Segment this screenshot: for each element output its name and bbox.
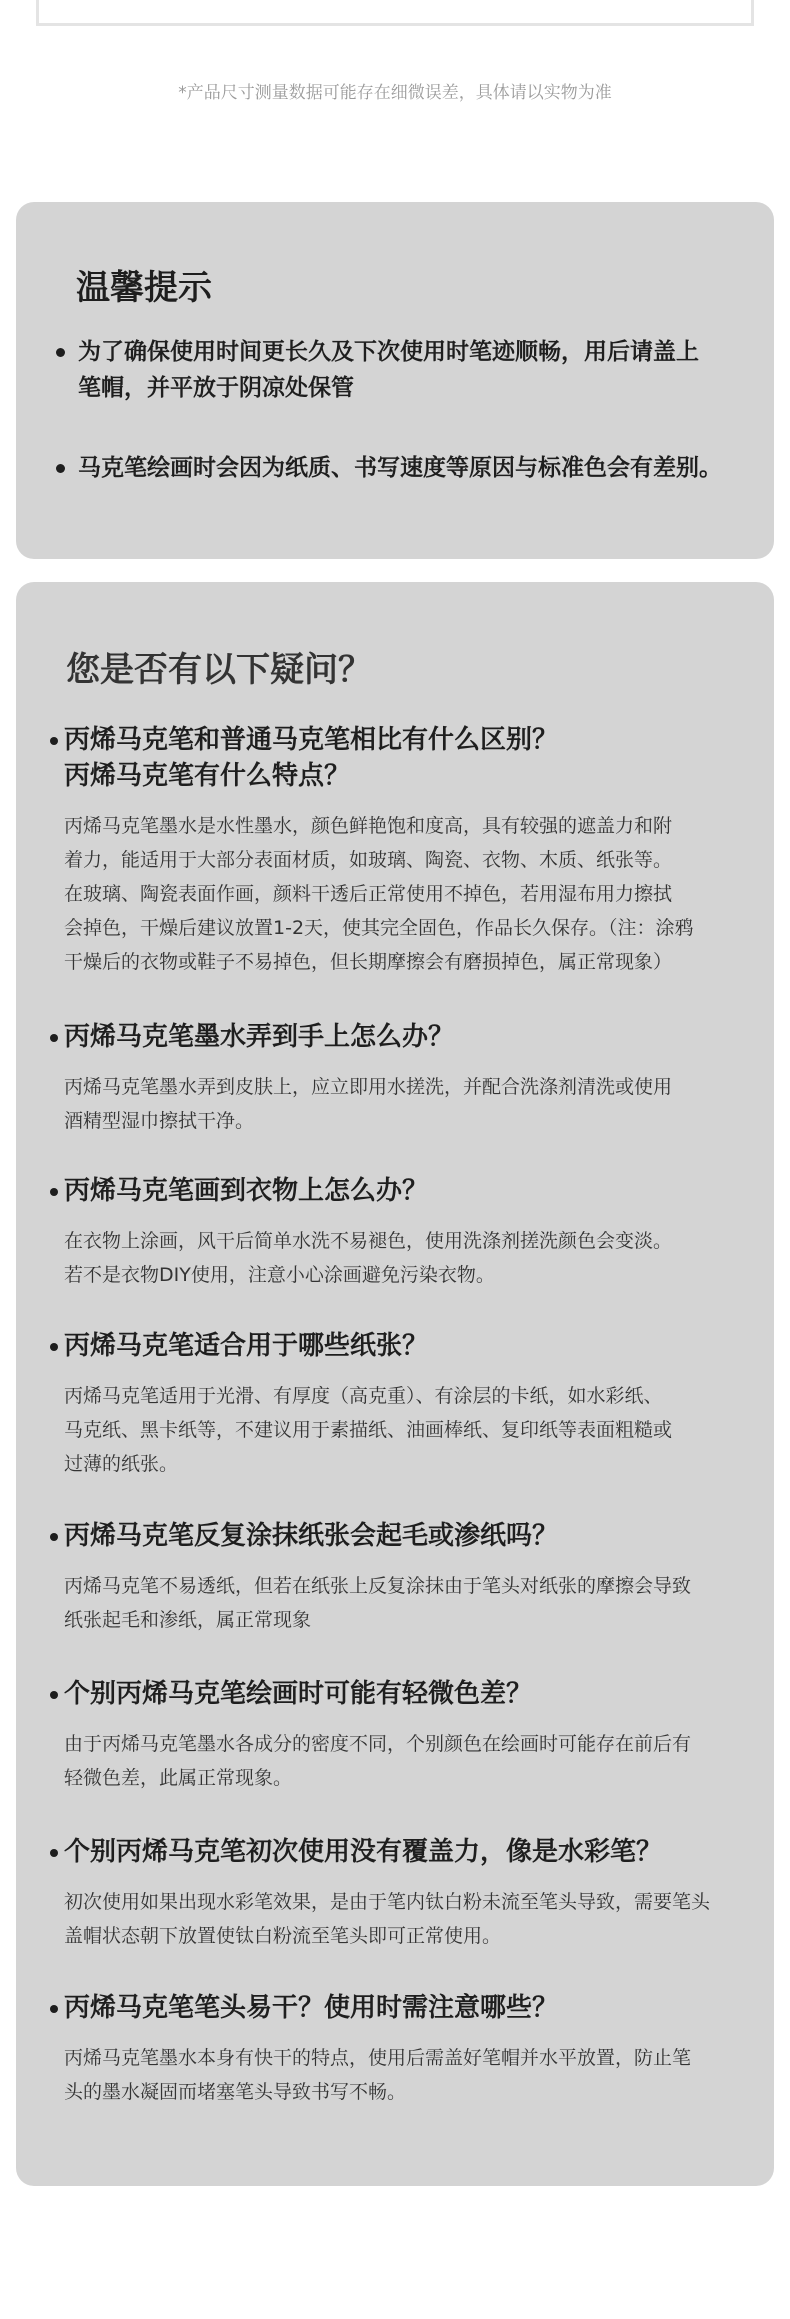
faq-answer <box>64 1070 754 1138</box>
answer-line: 头的墨水凝固而堵塞笔头导致书写不畅。 <box>64 2081 407 2103</box>
answer-line: 过薄的纸张。 <box>64 1453 179 1475</box>
tip-line: 笔帽，并平放于阴凉处保管 <box>78 375 354 401</box>
faq-question <box>64 1990 744 2026</box>
faq-answer <box>64 2041 754 2109</box>
answer-line: 纸张起毛和渗纸，属正常现象 <box>64 1609 312 1631</box>
question-line: 丙烯马克笔笔头易干？使用时需注意哪些？ <box>64 1993 559 2023</box>
bullet-icon <box>50 1849 58 1857</box>
tip-line: 为了确保使用时间更长久及下次使用时笔迹顺畅，用后请盖上 <box>78 339 699 365</box>
answer-line: 丙烯马克笔墨水本身有快干的特点，使用后需盖好笔帽并水平放置，防止笔 <box>64 2047 692 2069</box>
question-line: 个别丙烯马克笔绘画时可能有轻微色差？ <box>64 1679 533 1709</box>
answer-line: 酒精型湿巾擦拭干净。 <box>64 1110 255 1132</box>
answer-line: 盖帽状态朝下放置使钛白粉流至笔头即可正常使用。 <box>64 1925 502 1947</box>
answer-line: 丙烯马克笔适用于光滑、有厚度（高克重）、有涂层的卡纸，如水彩纸、 <box>64 1385 663 1407</box>
faq-answer <box>64 1885 754 1953</box>
question-line: 丙烯马克笔有什么特点？ <box>64 761 351 791</box>
faq-panel <box>16 582 774 2186</box>
answer-line: 着力，能适用于大部分表面材质，如玻璃、陶瓷、衣物、木质、纸张等。 <box>64 849 673 871</box>
answer-line: 干燥后的衣物或鞋子不易掉色，但长期摩擦会有磨损掉色，属正常现象） <box>64 951 673 973</box>
question-line: 丙烯马克笔墨水弄到手上怎么办？ <box>64 1022 455 1052</box>
faq-answer <box>64 1727 754 1795</box>
bullet-icon <box>50 1343 58 1351</box>
answer-line: 在玻璃、陶瓷表面作画，颜料干透后正常使用不掉色，若用湿布用力擦拭 <box>64 883 673 905</box>
answer-line: 在衣物上涂画，风干后简单水洗不易褪色，使用洗涤剂搓洗颜色会变淡。 <box>64 1230 673 1252</box>
answer-line: 由于丙烯马克笔墨水各成分的密度不同，个别颜色在绘画时可能存在前后有 <box>64 1733 692 1755</box>
answer-line: 会掉色，干燥后建议放置1-2天，使其完全固色，作品长久保存。（注：涂鸦 <box>64 917 694 939</box>
faq-answer <box>64 1224 754 1292</box>
answer-line: 丙烯马克笔墨水是水性墨水，颜色鲜艳饱和度高，具有较强的遮盖力和附 <box>64 815 673 837</box>
faq-question <box>64 1518 744 1554</box>
faq-question <box>64 1834 744 1870</box>
bullet-icon <box>50 1188 58 1196</box>
faq-question <box>64 1328 744 1364</box>
bullet-icon <box>50 737 58 745</box>
answer-line: 丙烯马克笔不易透纸，但若在纸张上反复涂抹由于笔头对纸张的摩擦会导致 <box>64 1575 692 1597</box>
question-line: 丙烯马克笔和普通马克笔相比有什么区别？ <box>64 725 559 755</box>
faq-question <box>64 1019 744 1055</box>
question-line: 丙烯马克笔反复涂抹纸张会起毛或渗纸吗？ <box>64 1521 559 1551</box>
answer-line: 初次使用如果出现水彩笔效果，是由于笔内钛白粉未流至笔头导致，需要笔头 <box>64 1891 711 1913</box>
tip-item <box>78 450 758 486</box>
faq-question <box>64 1676 744 1712</box>
bullet-icon <box>50 1034 58 1042</box>
faq-question <box>64 722 744 794</box>
answer-line: 若不是衣物DIY使用，注意小心涂画避免污染衣物。 <box>64 1264 495 1286</box>
tip-line: 马克笔绘画时会因为纸质、书写速度等原因与标准色会有差别。 <box>78 455 722 481</box>
tips-title: 温馨提示 <box>76 268 212 308</box>
question-line: 丙烯马克笔画到衣物上怎么办？ <box>64 1176 429 1206</box>
top-frame <box>36 0 754 26</box>
answer-line: 轻微色差，此属正常现象。 <box>64 1767 293 1789</box>
disclaimer-text: *产品尺寸测量数据可能存在细微误差，具体请以实物为准 <box>178 83 612 103</box>
bullet-icon <box>50 1533 58 1541</box>
bullet-icon <box>50 2005 58 2013</box>
question-line: 个别丙烯马克笔初次使用没有覆盖力，像是水彩笔？ <box>64 1837 663 1867</box>
tip-item <box>78 334 758 406</box>
faq-answer <box>64 1569 754 1637</box>
answer-line: 丙烯马克笔墨水弄到皮肤上，应立即用水搓洗，并配合洗涤剂清洗或使用 <box>64 1076 673 1098</box>
question-line: 丙烯马克笔适合用于哪些纸张？ <box>64 1331 429 1361</box>
faq-question <box>64 1173 744 1209</box>
bullet-icon <box>50 1691 58 1699</box>
faq-answer <box>64 809 754 979</box>
faq-title: 您是否有以下疑问？ <box>66 650 372 690</box>
tips-panel <box>16 202 774 559</box>
answer-line: 马克纸、黑卡纸等，不建议用于素描纸、油画棒纸、复印纸等表面粗糙或 <box>64 1419 673 1441</box>
faq-answer <box>64 1379 754 1481</box>
